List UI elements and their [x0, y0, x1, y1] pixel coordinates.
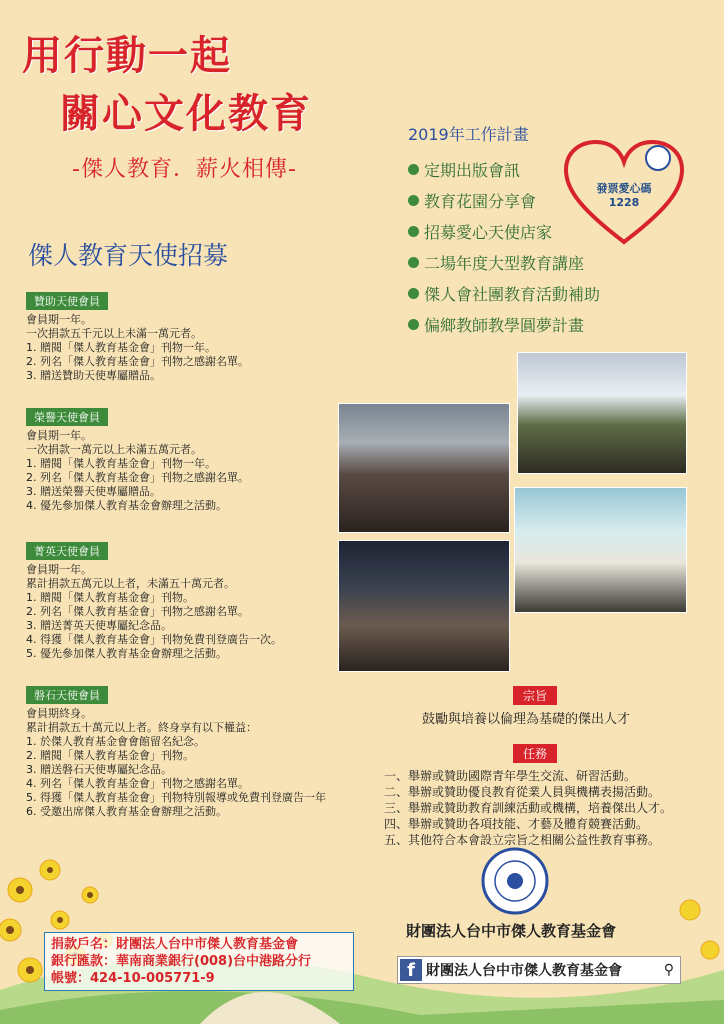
- tier-line: 6. 受邀出席傑人教育基金會辦理之活動。: [26, 805, 227, 818]
- tier-line: 1. 贈閱「傑人教育基金會」刊物一年。: [26, 457, 216, 470]
- tier-line: 4. 列名「傑人教育基金會」刊物之感謝名單。: [26, 777, 249, 790]
- plan-item: [408, 309, 600, 340]
- subtitle: -傑人教育．薪火相傳-: [72, 157, 297, 182]
- facebook-search-bar[interactable]: [397, 956, 681, 984]
- task-item: 四、舉辦或贊助各項技能、才藝及體育競賽活動。: [384, 817, 649, 831]
- purpose-tag: 宗旨: [513, 686, 557, 705]
- tier-line: 會員期終身。: [26, 707, 92, 720]
- tier-lines: [26, 313, 326, 383]
- task-item: 三、舉辦或贊助教育訓練活動或機構，培養傑出人才。: [384, 801, 673, 815]
- tier-line: 5. 得獲「傑人教育基金會」刊物特別報導或免費刊登廣告一年: [26, 791, 326, 804]
- plan-item-label: 教育花園分享會: [424, 192, 537, 211]
- plan-item-label: 二場年度大型教育講座: [424, 254, 585, 273]
- facebook-icon: f: [400, 959, 422, 981]
- tier-tag: 菁英天使會員: [26, 542, 108, 560]
- auditorium-photo: [338, 540, 510, 672]
- tier-line: 3. 贈送贊助天使專屬贈品。: [26, 369, 161, 382]
- tier-line: 2. 列名「傑人教育基金會」刊物之感謝名單。: [26, 355, 249, 368]
- lecture-audience-photo: [338, 403, 510, 533]
- purpose-text: 鼓勵與培養以倫理為基礎的傑出人才: [421, 712, 630, 727]
- tier-line: 一次捐款一萬元以上未滿五萬元者。: [26, 443, 202, 456]
- tier-tag: 贊助天使會員: [26, 292, 108, 310]
- tier-line: 3. 贈送菁英天使專屬紀念品。: [26, 619, 172, 632]
- task-list: [384, 768, 672, 848]
- tier-line: 累計捐款五萬元以上者，未滿五十萬元者。: [26, 577, 235, 590]
- plan-item-label: 偏鄉教師教學圓夢計畫: [424, 316, 585, 335]
- tier-lines: [26, 429, 326, 513]
- tier-line: 累計捐款五十萬元以上者。終身享有以下權益：: [26, 721, 257, 734]
- tier-line: 2. 列名「傑人教育基金會」刊物之感謝名單。: [26, 471, 249, 484]
- donation-info-box: [44, 932, 354, 991]
- tier-sponsor: [26, 290, 326, 383]
- plan-item: [408, 278, 600, 309]
- tier-line: 4. 得獲「傑人教育基金會」刊物免費刊登廣告一次。: [26, 633, 282, 646]
- bullet-icon: [408, 164, 419, 175]
- tier-line: 1. 於傑人教育基金會會館留名紀念。: [26, 735, 205, 748]
- tier-honor: [26, 406, 326, 513]
- tier-line: 1. 贈閱「傑人教育基金會」刊物一年。: [26, 341, 216, 354]
- invoice-code: 1228: [608, 196, 640, 209]
- tier-line: 2. 贈閱「傑人教育基金會」刊物。: [26, 749, 194, 762]
- headline-line-2: 關心文化教育: [60, 91, 312, 137]
- tier-tag: 榮譽天使會員: [26, 408, 108, 426]
- tier-line: 4. 優先參加傑人教育基金會辦理之活動。: [26, 499, 227, 512]
- bullet-icon: [408, 195, 419, 206]
- search-icon[interactable]: ⚲: [663, 962, 674, 978]
- award-ceremony-photo: [517, 352, 687, 474]
- tier-line: 會員期一年。: [26, 313, 92, 326]
- task-item: 二、舉辦或贊助優良教育從業人員與機構表揚活動。: [384, 785, 661, 799]
- tier-line: 3. 贈送磐石天使專屬紀念品。: [26, 763, 172, 776]
- tier-lines: [26, 563, 326, 661]
- tier-elite: [26, 540, 326, 661]
- plan-item: [408, 247, 600, 278]
- donation-bank: 銀行匯款：華南商業銀行(008)台中港路分行: [51, 954, 312, 969]
- tier-line: 1. 贈閱「傑人教育基金會」刊物。: [26, 591, 194, 604]
- plan-item-label: 招募愛心天使店家: [424, 223, 553, 242]
- tier-line: 會員期一年。: [26, 563, 92, 576]
- recruit-heading: 傑人教育天使招募: [28, 241, 229, 270]
- tier-line: 5. 優先參加傑人教育基金會辦理之活動。: [26, 647, 227, 660]
- task-item: 一、舉辦或贊助國際青年學生交流、研習活動。: [384, 769, 637, 783]
- tier-line: 一次捐款五千元以上未滿一萬元者。: [26, 327, 202, 340]
- tier-line: 3. 贈送榮譽天使專屬贈品。: [26, 485, 161, 498]
- donation-account-name: 捐款戶名：財團法人台中市傑人教育基金會: [51, 937, 299, 952]
- bullet-icon: [408, 257, 419, 268]
- tier-rock: [26, 684, 326, 819]
- task-tag: 任務: [513, 744, 557, 763]
- plan-item-label: 定期出版會訊: [424, 161, 521, 180]
- foundation-seal-icon: [470, 846, 560, 916]
- organization-name: 財團法人台中市傑人教育基金會: [406, 922, 617, 940]
- bullet-icon: [408, 288, 419, 299]
- plan-item-label: 傑人會社團教育活動補助: [424, 285, 601, 304]
- tier-lines: [26, 707, 326, 819]
- donation-account-number: 帳號：424-10-005771-9: [51, 971, 215, 986]
- students-group-photo: [514, 487, 687, 613]
- plan-title: 2019年工作計畫: [408, 125, 529, 144]
- tier-tag: 磐石天使會員: [26, 686, 108, 704]
- headline-line-1: 用行動一起: [22, 33, 232, 79]
- tier-line: 會員期一年。: [26, 429, 92, 442]
- bullet-icon: [408, 226, 419, 237]
- tier-line: 2. 列名「傑人教育基金會」刊物之感謝名單。: [26, 605, 249, 618]
- invoice-label: 發票愛心碼: [596, 182, 652, 195]
- task-item: 五、其他符合本會設立宗旨之相關公益性教育事務。: [384, 833, 661, 847]
- facebook-page-name: 財團法人台中市傑人教育基金會: [426, 963, 622, 979]
- bullet-icon: [408, 319, 419, 330]
